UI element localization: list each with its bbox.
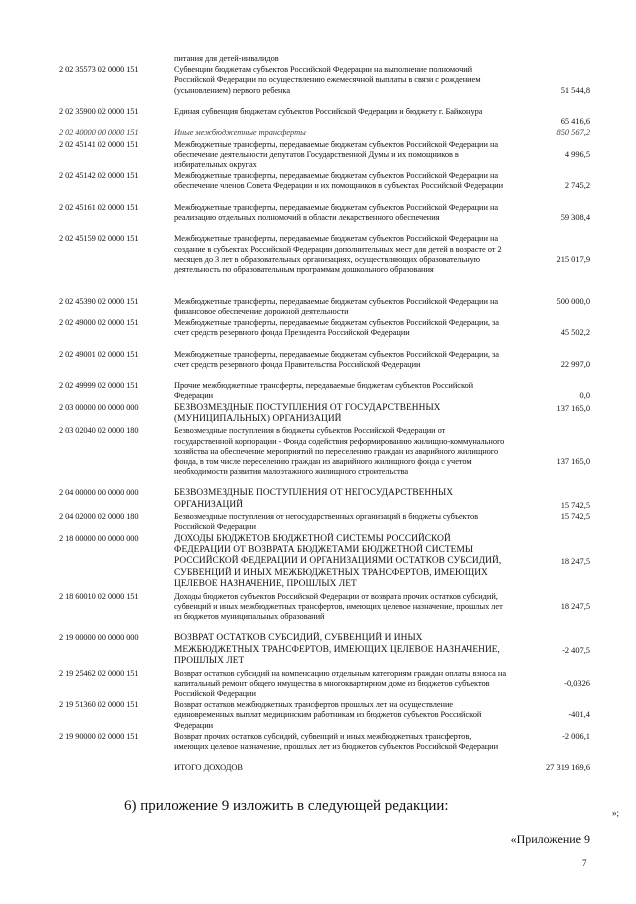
revenue-description: Безвозмездные поступления в бюджеты субъектов Российской Федерации от государственной корпорации - Фонда содействия реформированию жилищно-коммунального хозяйства на обеспечение мероприятий по переселению граждан из аварийного жилищного фонда, в том числе переселению граждан из аварийного жилищного фонда с учетом необходимости развития малоэтажного жилищного строительства bbox=[174, 426, 505, 477]
table-row bbox=[0, 140, 636, 172]
table-row bbox=[0, 171, 636, 203]
revenue-description: Межбюджетные трансферты, передаваемые бюджетам субъектов Российской Федерации на реализацию отдельных полномочий в области лекарственного обеспечения bbox=[174, 202, 499, 222]
table-row bbox=[0, 297, 636, 318]
budget-code: 2 18 00000 00 0000 000 bbox=[59, 533, 139, 543]
budget-code: 2 04 00000 00 0000 000 bbox=[59, 488, 139, 498]
table-row bbox=[0, 512, 636, 533]
revenue-description: Межбюджетные трансферты, передаваемые бюджетам субъектов Российской Федерации, за счет средств резервного фонда Правительства Российской Федерации bbox=[174, 349, 499, 369]
revenue-description: Доходы бюджетов субъектов Российской Федерации от возврата прочих остатков субсидий, субвенций и иных межбюджетных трансфертов, имеющих целевое назначение, прошлых лет из бюджетов муниципальных образований bbox=[174, 591, 503, 622]
revenue-description: Межбюджетные трансферты, передаваемые бюджетам субъектов Российской Федерации, за счет средств резервного фонда Президента Российской Федерации bbox=[174, 317, 499, 338]
revenue-description: БЕЗВОЗМЕЗДНЫЕ ПОСТУПЛЕНИЯ ОТ НЕГОСУДАРСТВЕННЫХ ОРГАНИЗАЦИЙ bbox=[174, 488, 454, 510]
revenue-description: Прочие межбюджетные трансферты, передаваемые бюджетам субъектов Российской Федерации bbox=[174, 381, 474, 401]
amount: -401,4 bbox=[568, 710, 590, 720]
amount: 15 742,5 bbox=[560, 500, 590, 510]
annex-label: «Приложение 9 bbox=[510, 832, 590, 846]
budget-code: 2 02 45142 02 0000 151 bbox=[59, 171, 139, 181]
budget-code: 2 02 45390 02 0000 151 bbox=[59, 296, 139, 306]
table-row bbox=[0, 381, 636, 402]
revenue-description: ИТОГО ДОХОДОВ bbox=[174, 763, 243, 773]
table-row bbox=[0, 350, 636, 382]
table-row bbox=[0, 669, 636, 701]
amount: 59 308,4 bbox=[560, 212, 590, 222]
amount: 22 997,0 bbox=[560, 359, 590, 369]
table-row bbox=[0, 403, 636, 427]
amount: 4 996,5 bbox=[564, 149, 590, 159]
amount: 215 017,9 bbox=[556, 254, 590, 264]
table-row bbox=[0, 107, 636, 128]
table-row bbox=[0, 700, 636, 732]
amount: 137 165,0 bbox=[556, 403, 590, 413]
budget-code: 2 02 35900 02 0000 151 bbox=[59, 106, 139, 116]
table-row bbox=[0, 203, 636, 235]
revenue-description: Безвозмездные поступления от негосударственных организаций в бюджеты субъектов Российской Федерации bbox=[174, 512, 479, 532]
table-row bbox=[0, 592, 636, 634]
table-row bbox=[0, 234, 636, 296]
table-row bbox=[0, 633, 636, 668]
budget-code: 2 02 45161 02 0000 151 bbox=[59, 202, 139, 212]
amendment-heading: 6) приложение 9 изложить в следующей редакции: bbox=[124, 798, 449, 814]
revenue-description: Возврат прочих остатков субсидий, субвенций и иных межбюджетных трансфертов, имеющих целевое назначение, прошлых лет из бюджетов субъектов Российской Федерации bbox=[174, 731, 499, 752]
closing-quote-mark: »; bbox=[612, 808, 620, 818]
table-row bbox=[0, 732, 636, 764]
amount: 27 319 169,6 bbox=[546, 763, 590, 773]
amount: 18 247,5 bbox=[560, 557, 590, 567]
amount: 850 567,2 bbox=[556, 128, 590, 138]
budget-code: 2 19 90000 02 0000 151 bbox=[59, 731, 139, 741]
table-row bbox=[0, 426, 636, 488]
budget-code: 2 03 02040 02 0000 180 bbox=[59, 426, 139, 436]
revenue-table bbox=[0, 54, 636, 775]
revenue-description: Межбюджетные трансферты, передаваемые бюджетам субъектов Российской Федерации на обеспечение членов Совета Федерации и их помощников в субъектах Российской Федерации bbox=[174, 171, 504, 191]
budget-code: 2 02 49000 02 0000 151 bbox=[59, 317, 139, 327]
page-number: 7 bbox=[582, 858, 587, 868]
budget-code: 2 19 25462 02 0000 151 bbox=[59, 668, 139, 678]
amount: 51 544,8 bbox=[560, 85, 590, 95]
budget-code: 2 19 51360 02 0000 151 bbox=[59, 700, 139, 710]
budget-code: 2 02 49999 02 0000 151 bbox=[59, 381, 139, 391]
budget-code: 2 02 49001 02 0000 151 bbox=[59, 349, 139, 359]
amount: 65 416,6 bbox=[560, 117, 590, 127]
budget-code: 2 02 45141 02 0000 151 bbox=[59, 139, 139, 149]
amount: -2 006,1 bbox=[562, 731, 590, 741]
revenue-description: Субвенции бюджетам субъектов Российской Федерации на выполнение полномочий Российской Федерации по осуществлению ежемесячной выплаты в связи с рождением (усыновлением) первого ребенка bbox=[174, 65, 481, 95]
revenue-description: Единая субвенция бюджетам субъектов Российской Федерации и бюджету г. Байконура bbox=[174, 106, 483, 116]
revenue-description: ВОЗВРАТ ОСТАТКОВ СУБСИДИЙ, СУБВЕНЦИЙ И ИНЫХ МЕЖБЮДЖЕТНЫХ ТРАНСФЕРТОВ, ИМЕЮЩИХ ЦЕЛЕВОЕ НАЗНАЧЕНИЕ, ПРОШЛЫХ ЛЕТ bbox=[174, 633, 500, 667]
budget-code: 2 02 35573 02 0000 151 bbox=[59, 65, 139, 75]
revenue-description: Возврат остатков субсидий на компенсацию отдельным категориям граждан оплаты взноса на капитальный ремонт общего имущества в многоквартирном доме из бюджетов субъектов Российской Федерации bbox=[174, 668, 506, 699]
table-row bbox=[0, 318, 636, 350]
revenue-description: питания для детей-инвалидов bbox=[174, 54, 279, 63]
budget-code: 2 04 02000 02 0000 180 bbox=[59, 512, 139, 522]
budget-code: 2 03 00000 00 0000 000 bbox=[59, 402, 139, 412]
table-row bbox=[0, 488, 636, 512]
table-row bbox=[0, 54, 636, 65]
amount: 18 247,5 bbox=[560, 601, 590, 611]
revenue-description: Межбюджетные трансферты, передаваемые бюджетам субъектов Российской Федерации на финансовое обеспечение дорожной деятельности bbox=[174, 296, 499, 316]
amount: -2 407,5 bbox=[562, 645, 590, 655]
revenue-description: БЕЗВОЗМЕЗДНЫЕ ПОСТУПЛЕНИЯ ОТ ГОСУДАРСТВЕННЫХ (МУНИЦИПАЛЬНЫХ) ОРГАНИЗАЦИЙ bbox=[174, 402, 441, 424]
amount: 45 502,2 bbox=[560, 328, 590, 338]
budget-code: 2 02 40000 00 0000 151 bbox=[59, 128, 139, 138]
amount: 0,0 bbox=[579, 391, 590, 401]
amount: 500 000,0 bbox=[556, 296, 590, 306]
revenue-description: Межбюджетные трансферты, передаваемые бюджетам субъектов Российской Федерации на обеспечение деятельности депутатов Государственной Думы и их помощников в избирательных округах bbox=[174, 139, 499, 169]
revenue-description: Иные межбюджетные трансферты bbox=[174, 128, 306, 138]
table-row bbox=[0, 534, 636, 592]
amount: -0,0326 bbox=[564, 678, 590, 688]
amount: 2 745,2 bbox=[564, 181, 590, 191]
budget-code: 2 18 60010 02 0000 151 bbox=[59, 591, 139, 601]
revenue-description: Возврат остатков межбюджетных трансфертов прошлых лет на осуществление единовременных выплат медицинским работникам из бюджетов субъектов Российской Федерации bbox=[174, 700, 482, 730]
budget-code: 2 02 45159 02 0000 151 bbox=[59, 234, 139, 244]
amount: 137 165,0 bbox=[556, 456, 590, 466]
table-row bbox=[0, 128, 636, 139]
budget-code: 2 19 00000 00 0000 000 bbox=[59, 633, 139, 643]
amount: 15 742,5 bbox=[560, 512, 590, 522]
revenue-description: Межбюджетные трансферты, передаваемые бюджетам субъектов Российской Федерации на создание в субъектах Российской Федерации дополнительных мест для детей в возрасте от 2 месяцев до 3 лет в образовательных организациях, осуществляющих образовательную деятельность по образовательным программам дошкольного образования bbox=[174, 234, 502, 274]
table-row bbox=[0, 65, 636, 107]
revenue-description: ДОХОДЫ БЮДЖЕТОВ БЮДЖЕТНОЙ СИСТЕМЫ РОССИЙСКОЙ ФЕДЕРАЦИИ ОТ ВОЗВРАТА БЮДЖЕТАМИ БЮДЖЕТНОЙ СИСТЕМЫ РОССИЙСКОЙ ФЕДЕРАЦИИ И ОРГАНИЗАЦИЯМИ ОСТАТКОВ СУБСИДИЙ, СУБВЕНЦИЙ И ИНЫХ МЕЖБЮДЖЕТНЫХ ТРАНСФЕРТОВ, ИМЕЮЩИХ ЦЕЛЕВОЕ НАЗНАЧЕНИЕ, ПРОШЛЫХ ЛЕТ bbox=[174, 533, 502, 590]
table-row bbox=[0, 763, 636, 774]
